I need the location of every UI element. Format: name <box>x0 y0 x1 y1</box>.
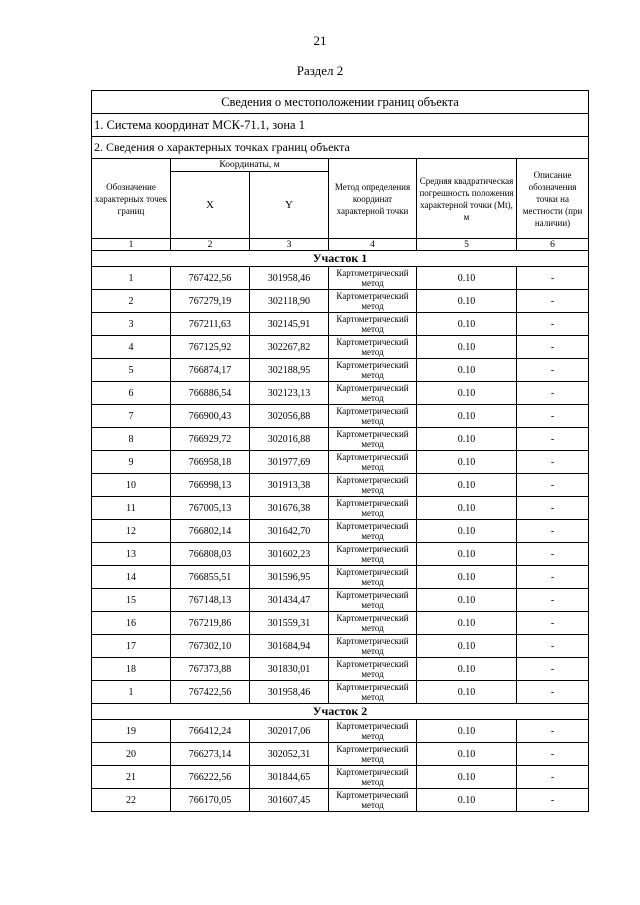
column-number: 6 <box>517 239 589 251</box>
point-number-cell: 5 <box>92 359 171 382</box>
header-point: Обозначение характерных точек границ <box>92 159 171 239</box>
method-cell: Картометрический метод <box>329 290 417 313</box>
y-cell: 301676,38 <box>250 497 329 520</box>
table-row <box>92 359 589 382</box>
accuracy-cell: 0.10 <box>417 428 517 451</box>
method-cell: Картометрический метод <box>329 589 417 612</box>
x-cell: 766222,56 <box>171 766 250 789</box>
method-cell: Картометрический метод <box>329 451 417 474</box>
x-cell: 766412,24 <box>171 720 250 743</box>
accuracy-cell: 0.10 <box>417 336 517 359</box>
x-cell: 767302,10 <box>171 635 250 658</box>
point-number-cell: 1 <box>92 681 171 704</box>
header-method: Метод определения координат характерной точки <box>329 159 417 239</box>
accuracy-cell: 0.10 <box>417 720 517 743</box>
accuracy-cell: 0.10 <box>417 405 517 428</box>
point-number-cell: 18 <box>92 658 171 681</box>
accuracy-cell: 0.10 <box>417 612 517 635</box>
table-row <box>92 382 589 405</box>
y-cell: 301602,23 <box>250 543 329 566</box>
method-cell: Картометрический метод <box>329 635 417 658</box>
table-title: Сведения о местоположении границ объекта <box>92 91 589 114</box>
description-cell: - <box>517 658 589 681</box>
y-cell: 301913,38 <box>250 474 329 497</box>
y-cell: 301958,46 <box>250 267 329 290</box>
point-number-cell: 7 <box>92 405 171 428</box>
table-row <box>92 658 589 681</box>
y-cell: 301958,46 <box>250 681 329 704</box>
x-cell: 766958,18 <box>171 451 250 474</box>
x-cell: 766808,03 <box>171 543 250 566</box>
point-number-cell: 16 <box>92 612 171 635</box>
header-description: Описание обозначения точки на местности (при наличии) <box>517 159 589 239</box>
boundary-table <box>91 90 589 812</box>
y-cell: 302123,13 <box>250 382 329 405</box>
point-number-cell: 1 <box>92 267 171 290</box>
description-cell: - <box>517 520 589 543</box>
column-number: 3 <box>250 239 329 251</box>
description-cell: - <box>517 743 589 766</box>
point-number-cell: 2 <box>92 290 171 313</box>
column-number: 5 <box>417 239 517 251</box>
point-number-cell: 12 <box>92 520 171 543</box>
accuracy-cell: 0.10 <box>417 290 517 313</box>
table-row <box>92 497 589 520</box>
x-cell: 766900,43 <box>171 405 250 428</box>
description-cell: - <box>517 451 589 474</box>
table-row <box>92 336 589 359</box>
table-row <box>92 566 589 589</box>
method-cell: Картометрический метод <box>329 405 417 428</box>
point-number-cell: 9 <box>92 451 171 474</box>
table-row <box>92 290 589 313</box>
method-cell: Картометрический метод <box>329 497 417 520</box>
point-number-cell: 14 <box>92 566 171 589</box>
x-cell: 766874,17 <box>171 359 250 382</box>
table-row <box>92 681 589 704</box>
points-heading: 2. Сведения о характерных точках границ объекта <box>92 137 589 159</box>
column-number: 4 <box>329 239 417 251</box>
y-cell: 301596,95 <box>250 566 329 589</box>
coordinate-system: 1. Система координат МСК-71.1, зона 1 <box>92 114 589 137</box>
table-row <box>92 612 589 635</box>
page-number: 21 <box>313 33 327 48</box>
x-cell: 767125,92 <box>171 336 250 359</box>
x-cell: 766886,54 <box>171 382 250 405</box>
point-number-cell: 10 <box>92 474 171 497</box>
accuracy-cell: 0.10 <box>417 681 517 704</box>
x-cell: 767211,63 <box>171 313 250 336</box>
table-row <box>92 451 589 474</box>
point-number-cell: 17 <box>92 635 171 658</box>
accuracy-cell: 0.10 <box>417 382 517 405</box>
description-cell: - <box>517 290 589 313</box>
y-cell: 302267,82 <box>250 336 329 359</box>
y-cell: 301559,31 <box>250 612 329 635</box>
method-cell: Картометрический метод <box>329 681 417 704</box>
method-cell: Картометрический метод <box>329 336 417 359</box>
x-cell: 767422,56 <box>171 267 250 290</box>
table-row <box>92 520 589 543</box>
accuracy-cell: 0.10 <box>417 743 517 766</box>
description-cell: - <box>517 566 589 589</box>
description-cell: - <box>517 497 589 520</box>
accuracy-cell: 0.10 <box>417 451 517 474</box>
accuracy-cell: 0.10 <box>417 635 517 658</box>
accuracy-cell: 0.10 <box>417 520 517 543</box>
method-cell: Картометрический метод <box>329 658 417 681</box>
method-cell: Картометрический метод <box>329 520 417 543</box>
table-row <box>92 720 589 743</box>
method-cell: Картометрический метод <box>329 428 417 451</box>
x-cell: 766929,72 <box>171 428 250 451</box>
header-x: X <box>171 172 250 239</box>
description-cell: - <box>517 766 589 789</box>
description-cell: - <box>517 543 589 566</box>
y-cell: 301434,47 <box>250 589 329 612</box>
accuracy-cell: 0.10 <box>417 589 517 612</box>
accuracy-cell: 0.10 <box>417 313 517 336</box>
description-cell: - <box>517 382 589 405</box>
header-y: Y <box>250 172 329 239</box>
x-cell: 767422,56 <box>171 681 250 704</box>
y-cell: 302188,95 <box>250 359 329 382</box>
table-row <box>92 766 589 789</box>
section-title: Раздел 2 <box>296 63 344 78</box>
x-cell: 766170,05 <box>171 789 250 812</box>
x-cell: 767219,86 <box>171 612 250 635</box>
method-cell: Картометрический метод <box>329 313 417 336</box>
y-cell: 301830,01 <box>250 658 329 681</box>
method-cell: Картометрический метод <box>329 743 417 766</box>
method-cell: Картометрический метод <box>329 766 417 789</box>
plot-heading: Участок 1 <box>92 251 589 267</box>
y-cell: 301607,45 <box>250 789 329 812</box>
point-number-cell: 3 <box>92 313 171 336</box>
description-cell: - <box>517 589 589 612</box>
description-cell: - <box>517 789 589 812</box>
x-cell: 766998,13 <box>171 474 250 497</box>
description-cell: - <box>517 405 589 428</box>
y-cell: 302118,90 <box>250 290 329 313</box>
method-cell: Картометрический метод <box>329 789 417 812</box>
point-number-cell: 20 <box>92 743 171 766</box>
point-number-cell: 21 <box>92 766 171 789</box>
y-cell: 302145,91 <box>250 313 329 336</box>
description-cell: - <box>517 336 589 359</box>
table-row <box>92 428 589 451</box>
y-cell: 301642,70 <box>250 520 329 543</box>
table-row <box>92 589 589 612</box>
method-cell: Картометрический метод <box>329 612 417 635</box>
description-cell: - <box>517 681 589 704</box>
table-row <box>92 789 589 812</box>
y-cell: 302056,88 <box>250 405 329 428</box>
description-cell: - <box>517 313 589 336</box>
method-cell: Картометрический метод <box>329 474 417 497</box>
method-cell: Картометрический метод <box>329 566 417 589</box>
accuracy-cell: 0.10 <box>417 497 517 520</box>
method-cell: Картометрический метод <box>329 720 417 743</box>
description-cell: - <box>517 474 589 497</box>
method-cell: Картометрический метод <box>329 382 417 405</box>
description-cell: - <box>517 267 589 290</box>
plot-heading: Участок 2 <box>92 704 589 720</box>
table-row <box>92 267 589 290</box>
accuracy-cell: 0.10 <box>417 359 517 382</box>
accuracy-cell: 0.10 <box>417 658 517 681</box>
point-number-cell: 4 <box>92 336 171 359</box>
point-number-cell: 6 <box>92 382 171 405</box>
y-cell: 301684,94 <box>250 635 329 658</box>
x-cell: 766802,14 <box>171 520 250 543</box>
accuracy-cell: 0.10 <box>417 474 517 497</box>
method-cell: Картометрический метод <box>329 359 417 382</box>
x-cell: 767279,19 <box>171 290 250 313</box>
y-cell: 302052,31 <box>250 743 329 766</box>
table-row <box>92 635 589 658</box>
method-cell: Картометрический метод <box>329 267 417 290</box>
x-cell: 766273,14 <box>171 743 250 766</box>
x-cell: 766855,51 <box>171 566 250 589</box>
accuracy-cell: 0.10 <box>417 543 517 566</box>
x-cell: 767373,88 <box>171 658 250 681</box>
description-cell: - <box>517 720 589 743</box>
x-cell: 767148,13 <box>171 589 250 612</box>
table-row <box>92 474 589 497</box>
description-cell: - <box>517 359 589 382</box>
method-cell: Картометрический метод <box>329 543 417 566</box>
point-number-cell: 11 <box>92 497 171 520</box>
accuracy-cell: 0.10 <box>417 789 517 812</box>
y-cell: 301844,65 <box>250 766 329 789</box>
header-accuracy: Средняя квадратическая погрешность положения характерной точки (Mt), м <box>417 159 517 239</box>
column-number: 1 <box>92 239 171 251</box>
header-coordinates: Координаты, м <box>171 159 329 172</box>
point-number-cell: 15 <box>92 589 171 612</box>
point-number-cell: 22 <box>92 789 171 812</box>
table-row <box>92 405 589 428</box>
accuracy-cell: 0.10 <box>417 267 517 290</box>
point-number-cell: 13 <box>92 543 171 566</box>
accuracy-cell: 0.10 <box>417 766 517 789</box>
table-row <box>92 543 589 566</box>
description-cell: - <box>517 428 589 451</box>
point-number-cell: 8 <box>92 428 171 451</box>
x-cell: 767005,13 <box>171 497 250 520</box>
description-cell: - <box>517 635 589 658</box>
accuracy-cell: 0.10 <box>417 566 517 589</box>
column-numbers-row <box>92 239 589 251</box>
y-cell: 302016,88 <box>250 428 329 451</box>
point-number-cell: 19 <box>92 720 171 743</box>
table-row <box>92 313 589 336</box>
table-row <box>92 743 589 766</box>
description-cell: - <box>517 612 589 635</box>
y-cell: 302017,06 <box>250 720 329 743</box>
column-number: 2 <box>171 239 250 251</box>
y-cell: 301977,69 <box>250 451 329 474</box>
